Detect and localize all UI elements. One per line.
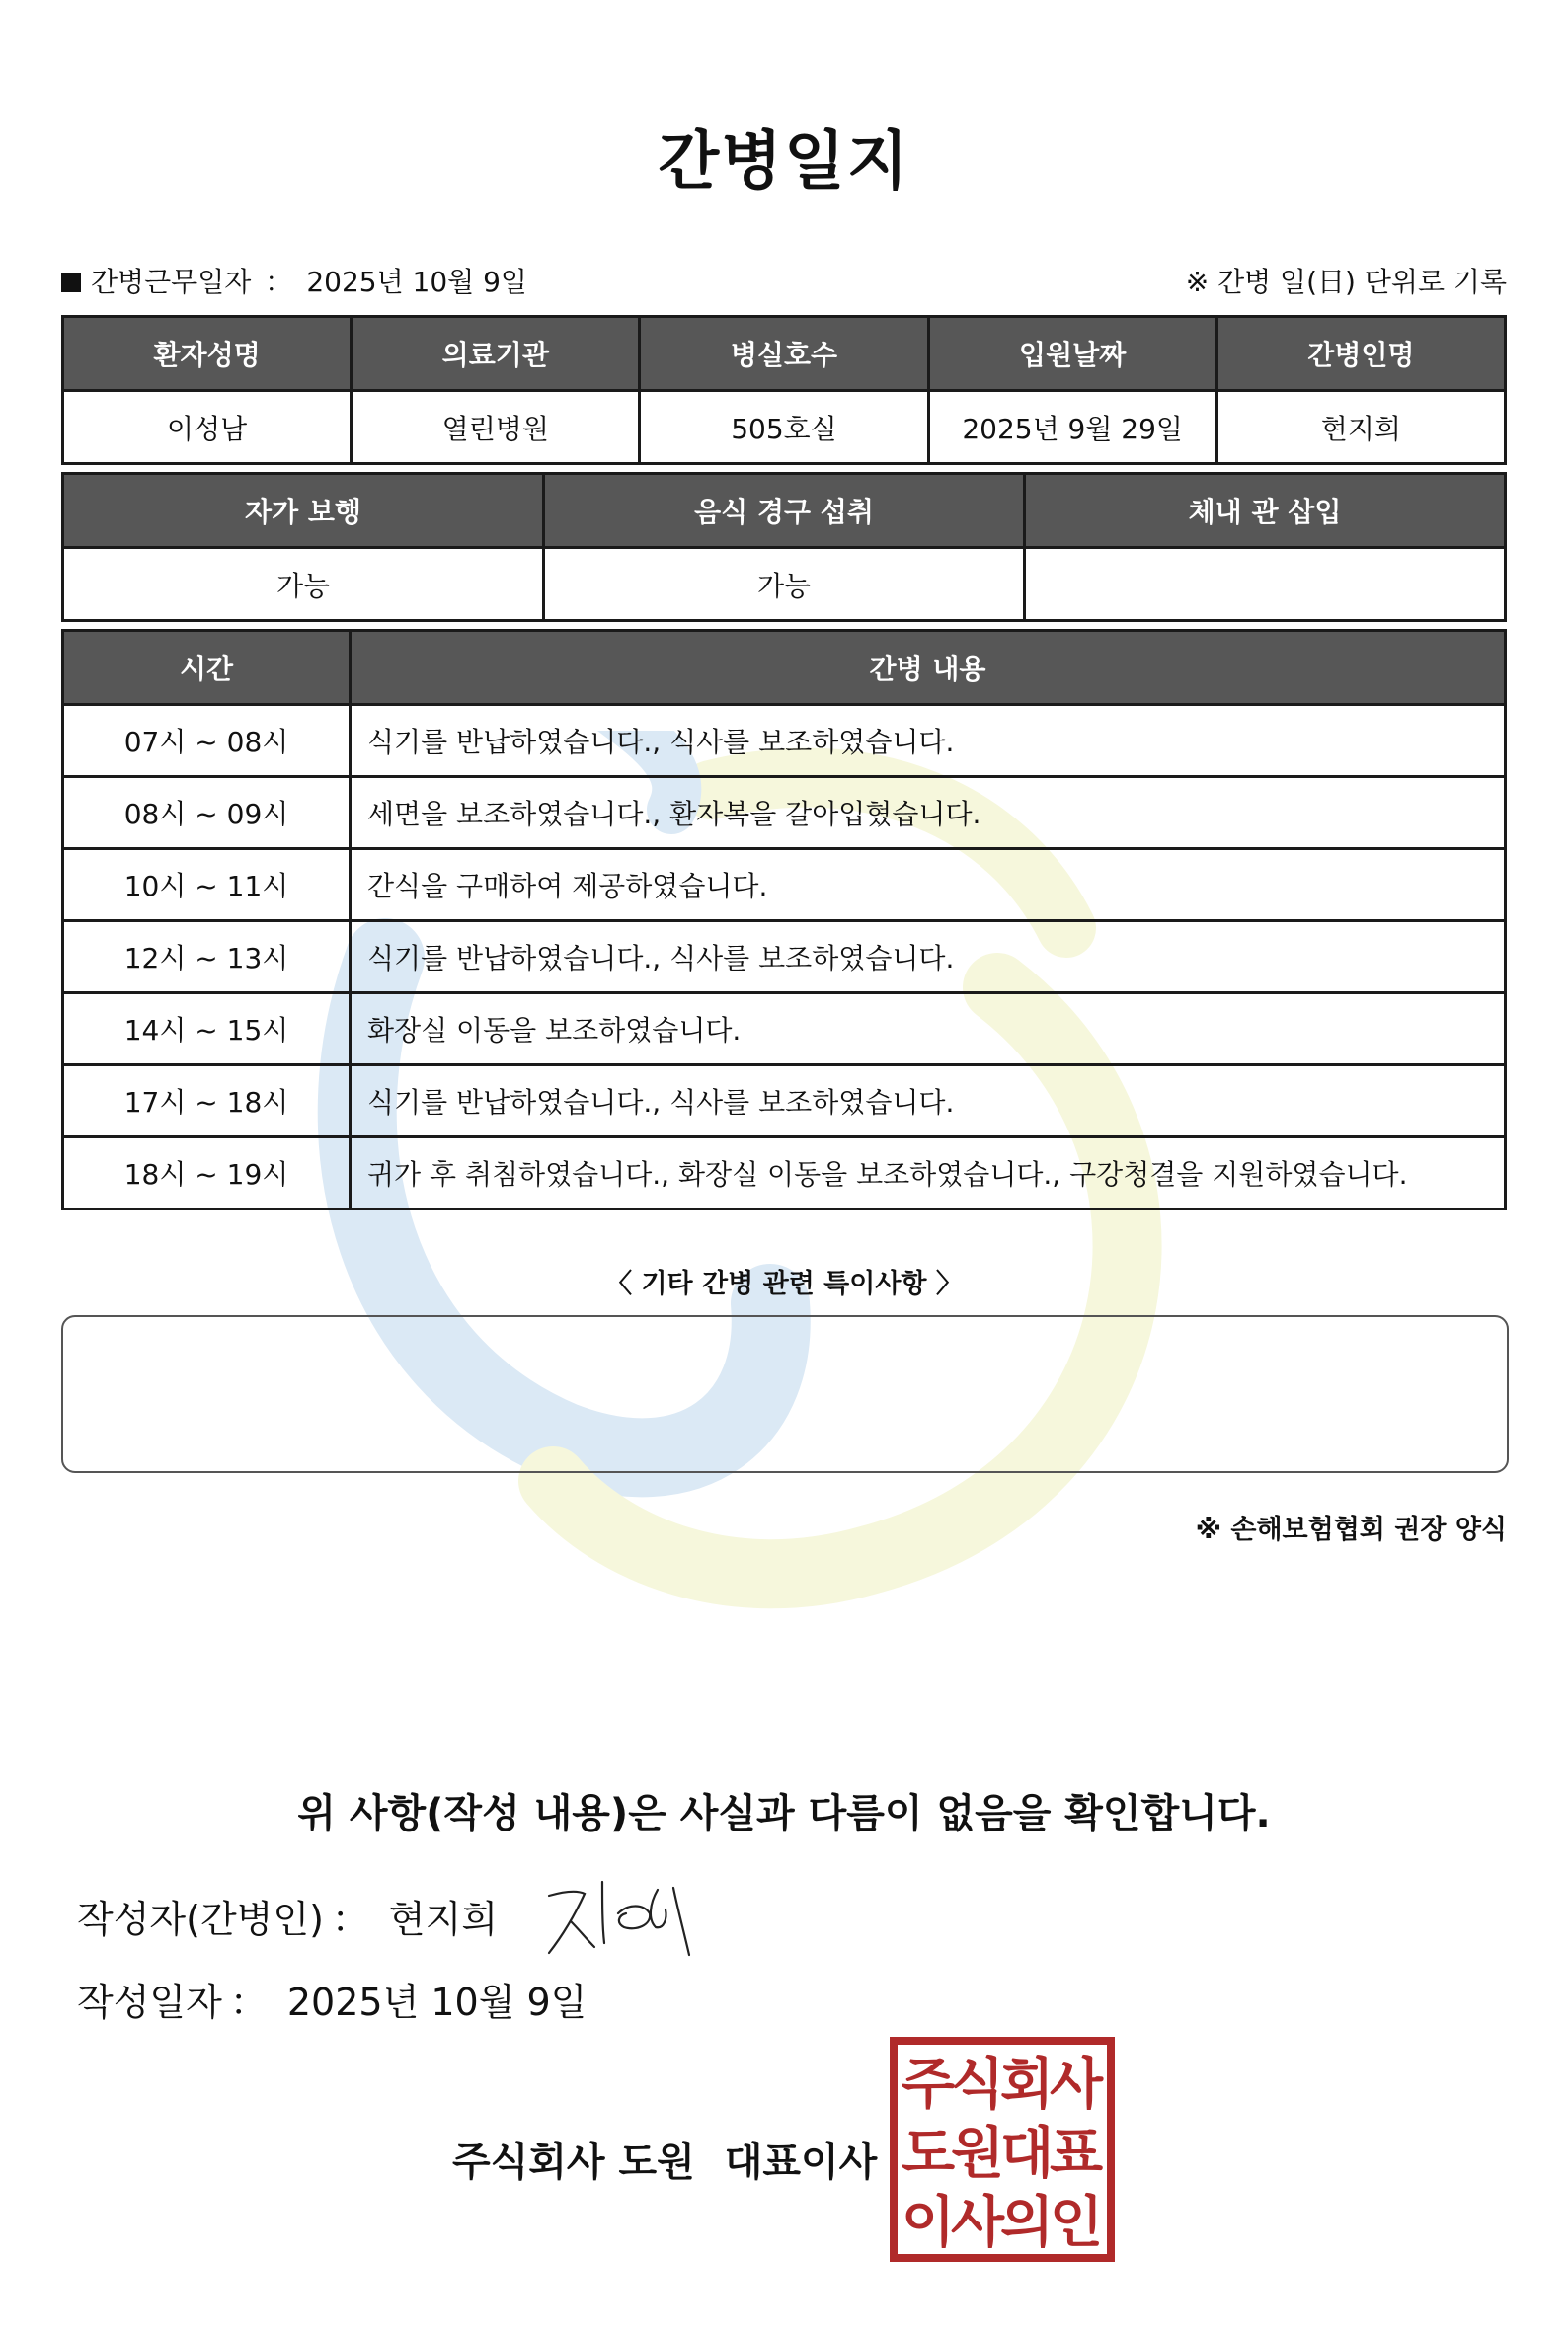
table-row [63, 1137, 1506, 1209]
table-row [63, 705, 1506, 777]
svg-text:식: 식 [950, 2053, 1005, 2117]
care-table-header-row [63, 631, 1506, 705]
form-source-note: ※ 손해보험협회 권장 양식 [1195, 1515, 1507, 1545]
notes-title: 〈 기타 간병 관련 특이사항 〉 [605, 1269, 963, 1299]
svg-text:원: 원 [950, 2122, 1005, 2186]
written-date-label: 작성일자 [77, 1981, 222, 2024]
header-admission-date: 입원날짜 [928, 317, 1216, 391]
svg-text:도: 도 [901, 2122, 956, 2186]
status-table-value-row [63, 548, 1506, 621]
unit-note: ※ 간병 일(日) 단위로 기록 [1185, 266, 1507, 298]
svg-text:이: 이 [901, 2191, 956, 2255]
patient-table-value-row [63, 391, 1506, 464]
header-time: 시간 [63, 631, 351, 705]
author-line [77, 1889, 498, 1943]
svg-text:사: 사 [1049, 2053, 1104, 2117]
handwritten-signature [541, 1874, 699, 1963]
care-time: 10시 ~ 11시 [63, 849, 351, 921]
work-date-colon: ： [265, 266, 293, 298]
confirmation-statement: 위 사항(작성 내용)은 사실과 다름이 없음을 확인합니다. [297, 1791, 1271, 1836]
header-caregiver-name: 간병인명 [1216, 317, 1505, 391]
square-bullet-icon [61, 273, 81, 292]
patient-status-table [61, 472, 1507, 622]
svg-text:의: 의 [999, 2191, 1055, 2255]
company-signature-line [452, 2131, 877, 2187]
written-date-line [77, 1972, 587, 2026]
header-care-content: 간병 내용 [351, 631, 1506, 705]
patient-table-header-row [63, 317, 1506, 391]
svg-text:회: 회 [999, 2053, 1055, 2117]
table-row [63, 921, 1506, 993]
care-content: 세면을 보조하였습니다., 환자복을 갈아입혔습니다. [351, 777, 1506, 849]
care-content: 식기를 반납하였습니다., 식사를 보조하였습니다. [351, 921, 1506, 993]
company-seal-stamp [889, 2036, 1116, 2263]
written-date-colon: ： [229, 1981, 268, 2024]
care-content: 식기를 반납하였습니다., 식사를 보조하였습니다. [351, 705, 1506, 777]
care-time: 07시 ~ 08시 [63, 705, 351, 777]
written-date-value: 2025년 10월 9일 [286, 1981, 588, 2024]
table-row [63, 849, 1506, 921]
svg-text:주: 주 [901, 2053, 956, 2117]
document-title: 간병일지 [658, 125, 910, 198]
room-number: 505호실 [640, 391, 928, 464]
author-colon: ： [331, 1898, 369, 1941]
caregiver-name: 현지희 [1216, 391, 1505, 464]
care-content: 식기를 반납하였습니다., 식사를 보조하였습니다. [351, 1065, 1506, 1137]
care-content: 화장실 이동을 보조하였습니다. [351, 993, 1506, 1065]
patient-name: 이성남 [63, 391, 352, 464]
table-row [63, 777, 1506, 849]
header-hospital: 의료기관 [352, 317, 640, 391]
table-row [63, 993, 1506, 1065]
svg-text:대: 대 [999, 2122, 1055, 2186]
care-time: 08시 ~ 09시 [63, 777, 351, 849]
header-self-walking: 자가 보행 [63, 474, 544, 548]
self-walking-value: 가능 [63, 548, 544, 621]
author-name: 현지희 [388, 1898, 499, 1941]
oral-intake-value: 가능 [544, 548, 1025, 621]
patient-info-table [61, 315, 1507, 465]
work-date [61, 261, 527, 300]
status-table-header-row [63, 474, 1506, 548]
svg-text:사: 사 [950, 2191, 1005, 2255]
tube-insertion-value [1025, 548, 1506, 621]
care-content: 간식을 구매하여 제공하였습니다. [351, 849, 1506, 921]
header-patient-name: 환자성명 [63, 317, 352, 391]
author-label: 작성자(간병인) [77, 1898, 324, 1941]
hospital-name: 열린병원 [352, 391, 640, 464]
table-row [63, 1065, 1506, 1137]
care-time: 18시 ~ 19시 [63, 1137, 351, 1209]
care-log-table [61, 629, 1507, 1210]
svg-text:인: 인 [1049, 2191, 1104, 2255]
notes-box [61, 1315, 1509, 1473]
care-time: 17시 ~ 18시 [63, 1065, 351, 1137]
admission-date: 2025년 9월 29일 [928, 391, 1216, 464]
header-oral-intake: 음식 경구 섭취 [544, 474, 1025, 548]
care-content: 귀가 후 취침하였습니다., 화장실 이동을 보조하였습니다., 구강청결을 지원하였습니다. [351, 1137, 1506, 1209]
care-time: 14시 ~ 15시 [63, 993, 351, 1065]
header-tube-insertion: 체내 관 삽입 [1025, 474, 1506, 548]
svg-text:표: 표 [1049, 2122, 1104, 2186]
work-date-label: 간병근무일자 [91, 266, 252, 298]
header-room: 병실호수 [640, 317, 928, 391]
company-name: 주식회사 도원 [452, 2140, 695, 2185]
care-time: 12시 ~ 13시 [63, 921, 351, 993]
company-representative-title: 대표이사 [724, 2140, 878, 2185]
work-date-value: 2025년 10월 9일 [306, 266, 527, 298]
